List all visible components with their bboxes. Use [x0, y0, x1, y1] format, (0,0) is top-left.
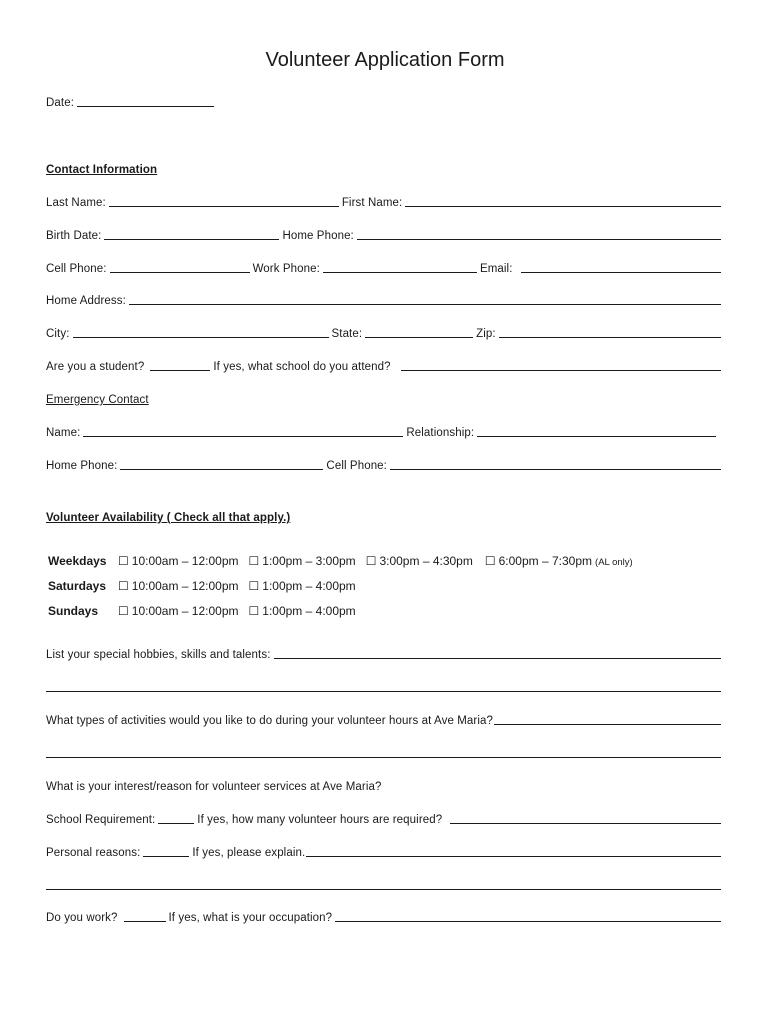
- student-field[interactable]: [150, 370, 210, 371]
- checkbox-icon[interactable]: ☐: [248, 554, 260, 568]
- sundays-label: Sundays: [48, 604, 99, 618]
- activities-field-2[interactable]: [46, 757, 721, 758]
- emergency-name-label: Name:: [46, 427, 81, 439]
- activities-line: [46, 711, 724, 727]
- home-phone-field[interactable]: [357, 239, 721, 240]
- availability-heading: Volunteer Availability ( Check all that apply.): [46, 512, 291, 524]
- school-req-label: School Requirement:: [46, 814, 156, 826]
- activities-line-2: [46, 744, 724, 760]
- checkbox-icon[interactable]: ☐: [365, 554, 377, 568]
- saturdays-label: Saturdays: [48, 579, 107, 593]
- personal-explain-field[interactable]: [306, 856, 721, 857]
- weekdays-slot-3[interactable]: ☐ 3:00pm – 4:30pm: [365, 554, 473, 568]
- hobbies-field[interactable]: [274, 658, 722, 659]
- state-field[interactable]: [365, 337, 473, 338]
- work-question: Do you work?: [46, 912, 118, 924]
- personal-explain-field-2[interactable]: [46, 889, 721, 890]
- first-name-label: First Name:: [341, 197, 403, 209]
- first-name-field[interactable]: [405, 206, 721, 207]
- email-field[interactable]: [521, 272, 722, 273]
- relationship-field[interactable]: [477, 436, 716, 437]
- cell-phone-label: Cell Phone:: [46, 263, 107, 275]
- hobbies-question: List your special hobbies, skills and talents:: [46, 649, 271, 661]
- zip-label: Zip:: [476, 328, 496, 340]
- date-label: Date:: [46, 97, 74, 109]
- zip-field[interactable]: [499, 337, 721, 338]
- form-title: Volunteer Application Form: [265, 49, 505, 71]
- date-field[interactable]: [77, 106, 214, 107]
- emergency-name-line: [46, 423, 724, 439]
- hobbies-field-2[interactable]: [46, 691, 721, 692]
- personal-label: Personal reasons:: [46, 847, 141, 859]
- personal-field[interactable]: [143, 856, 189, 857]
- student-question: Are you a student?: [46, 361, 145, 373]
- checkbox-icon[interactable]: ☐: [248, 604, 260, 618]
- state-label: State:: [331, 328, 363, 340]
- school-req-hours-question: If yes, how many volunteer hours are required?: [197, 814, 443, 826]
- al-only-note: (AL only): [595, 557, 633, 568]
- weekdays-slot-2[interactable]: ☐ 1:00pm – 3:00pm: [248, 554, 356, 568]
- emergency-home-phone-field[interactable]: [120, 469, 323, 470]
- checkbox-icon[interactable]: ☐: [118, 554, 129, 568]
- checkbox-icon[interactable]: ☐: [118, 604, 129, 618]
- contact-heading: Contact Information: [46, 164, 158, 176]
- personal-line-2: [46, 876, 724, 892]
- school-req-field[interactable]: [158, 823, 194, 824]
- saturdays-slot-2[interactable]: ☐ 1:00pm – 4:00pm: [248, 579, 356, 593]
- contact-heading-line: [46, 160, 724, 176]
- saturdays-row: [48, 577, 366, 593]
- checkbox-icon[interactable]: ☐: [118, 579, 129, 593]
- emergency-cell-phone-label: Cell Phone:: [326, 460, 387, 472]
- last-name-field[interactable]: [109, 206, 339, 207]
- emergency-name-field[interactable]: [83, 436, 403, 437]
- occupation-question: If yes, what is your occupation?: [168, 912, 333, 924]
- city-state-zip-line: [46, 324, 724, 340]
- personal-explain-label: If yes, please explain.: [192, 847, 306, 859]
- address-line: [46, 291, 724, 307]
- home-phone-label: Home Phone:: [282, 230, 354, 242]
- date-line: [46, 93, 724, 109]
- weekdays-slot-1[interactable]: ☐ 10:00am – 12:00pm: [118, 554, 239, 568]
- hobbies-line-2: [46, 678, 724, 694]
- birth-home-line: [46, 226, 724, 242]
- weekdays-label: Weekdays: [48, 554, 107, 568]
- email-label: Email:: [479, 263, 513, 275]
- birth-date-label: Birth Date:: [46, 230, 102, 242]
- activities-field[interactable]: [494, 724, 721, 725]
- student-line: [46, 357, 724, 373]
- name-line: [46, 193, 724, 209]
- interest-question: What is your interest/reason for volunteer services at Ave Maria?: [46, 781, 382, 793]
- activities-question: What types of activities would you like to do during your volunteer hours at Ave Maria?: [46, 715, 493, 727]
- hobbies-line: [46, 645, 724, 661]
- personal-line: [46, 843, 724, 859]
- availability-heading-line: [46, 508, 724, 524]
- school-question: If yes, what school do you attend?: [213, 361, 391, 373]
- saturdays-slot-1[interactable]: ☐ 10:00am – 12:00pm: [118, 579, 239, 593]
- birth-date-field[interactable]: [104, 239, 279, 240]
- work-phone-field[interactable]: [323, 272, 477, 273]
- cell-work-email-line: [46, 259, 724, 275]
- checkbox-icon[interactable]: ☐: [248, 579, 260, 593]
- sundays-row: [48, 602, 366, 618]
- home-address-field[interactable]: [129, 304, 721, 305]
- emergency-phone-line: [46, 456, 724, 472]
- emergency-home-phone-label: Home Phone:: [46, 460, 118, 472]
- school-req-line: [46, 810, 724, 826]
- checkbox-icon[interactable]: ☐: [484, 554, 496, 568]
- interest-line: [46, 777, 724, 793]
- cell-phone-field[interactable]: [110, 272, 250, 273]
- occupation-field[interactable]: [335, 921, 721, 922]
- last-name-label: Last Name:: [46, 197, 106, 209]
- emergency-heading: Emergency Contact: [46, 394, 149, 406]
- emergency-heading-line: [46, 390, 724, 406]
- work-phone-label: Work Phone:: [252, 263, 320, 275]
- work-field[interactable]: [124, 921, 166, 922]
- school-field[interactable]: [401, 370, 721, 371]
- sundays-slot-1[interactable]: ☐ 10:00am – 12:00pm: [118, 604, 239, 618]
- weekdays-row: [48, 552, 643, 568]
- emergency-cell-phone-field[interactable]: [390, 469, 721, 470]
- relationship-label: Relationship:: [406, 427, 475, 439]
- sundays-slot-2[interactable]: ☐ 1:00pm – 4:00pm: [248, 604, 356, 618]
- city-field[interactable]: [73, 337, 329, 338]
- city-label: City:: [46, 328, 70, 340]
- weekdays-slot-4[interactable]: ☐ 6:00pm – 7:30pm (AL only): [484, 554, 633, 568]
- school-req-hours-field[interactable]: [450, 823, 721, 824]
- work-line: [46, 908, 724, 924]
- home-address-label: Home Address:: [46, 295, 126, 307]
